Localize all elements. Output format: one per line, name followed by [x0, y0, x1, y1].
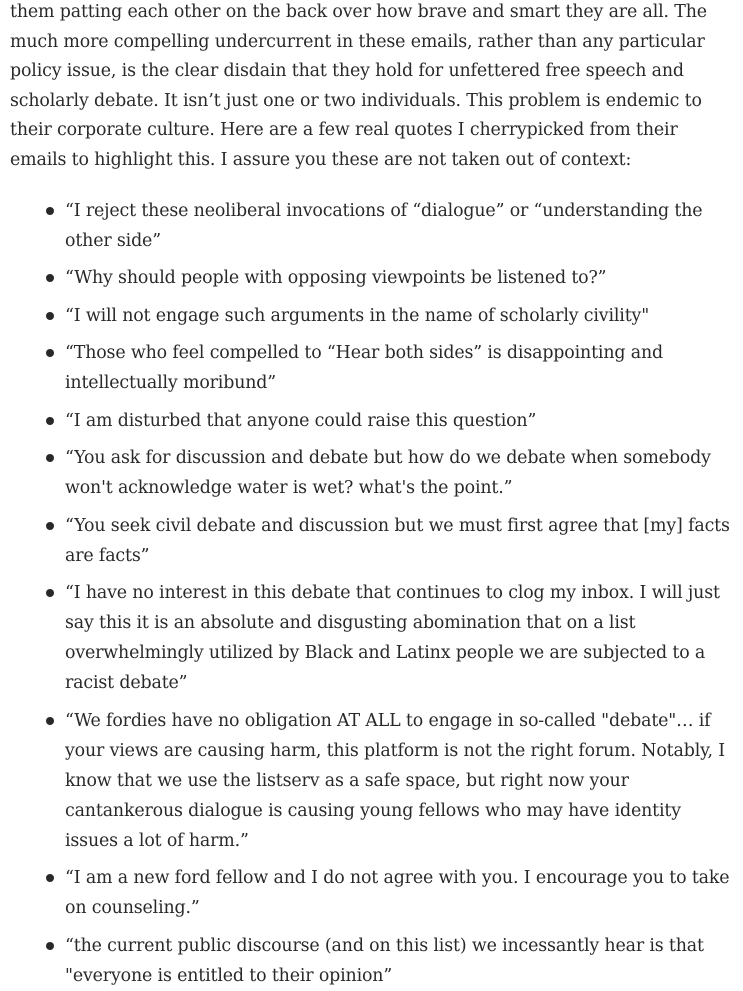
quote-text: “I am a new ford fellow and I do not agree with you. I encourage you to take on counseling.”	[65, 868, 730, 919]
list-item	[10, 511, 743, 571]
quote-text: “the current public discourse (and on this list) we incessantly hear is that "everyone is entitled to their opinion”	[65, 935, 704, 986]
bullet-icon	[46, 417, 54, 425]
bullet-icon	[46, 942, 54, 950]
list-item	[10, 578, 743, 698]
quote-text: “Why should people with opposing viewpoints be listened to?”	[65, 268, 607, 289]
quote-text: “Those who feel compelled to “Hear both sides” is disappointing and intellectually moribund”	[65, 343, 663, 394]
quote-text: “I will not engage such arguments in the name of scholarly civility"	[65, 305, 650, 326]
quote-text: “You seek civil debate and discussion but we must first agree that [my] facts are facts”	[65, 515, 730, 566]
list-item	[10, 443, 743, 503]
bullet-icon	[46, 874, 54, 882]
quote-text: “I have no interest in this debate that continues to clog my inbox. I will just say this it is an absolute and disgusting abomination that on a list overwhelmingly utilized by Black and Latinx people we are subjected to a racist debate”	[65, 583, 720, 694]
bullet-icon	[46, 589, 54, 597]
bullet-icon	[46, 717, 54, 725]
list-item	[10, 863, 743, 923]
bullet-icon	[46, 454, 54, 462]
quote-list	[10, 196, 743, 991]
bullet-icon	[46, 207, 54, 215]
quote-text: “I reject these neoliberal invocations of “dialogue” or “understanding the other side”	[65, 200, 703, 251]
quote-text: “You ask for discussion and debate but how do we debate when somebody won't acknowledge water is wet? what's the point.”	[65, 448, 711, 499]
list-item	[10, 263, 743, 293]
bullet-icon	[46, 349, 54, 357]
bullet-icon	[46, 522, 54, 530]
quote-text: “We fordies have no obligation AT ALL to engage in so-called "debate"… if your views are causing harm, this platform is not the right forum. Notably, I know that we use the listserv as a safe space, but right now your cantankerous dialogue is causing young fellows who may have identity issues a lot of harm.”	[65, 710, 725, 851]
bullet-icon	[46, 312, 54, 320]
list-item	[10, 406, 743, 436]
list-item	[10, 338, 743, 398]
quote-text: “I am disturbed that anyone could raise this question”	[65, 410, 537, 431]
bullet-icon	[46, 274, 54, 282]
list-item	[10, 196, 743, 256]
intro-paragraph: them patting each other on the back over how brave and smart they are all. The much more compelling undercurrent in these emails, rather than any particular policy issue, is the clear disdain that they hold for unfettered free speech and scholarly debate. It isn’t just one or two individuals. This problem is endemic to their corporate culture. Here are a few real quotes I cherrypicked from their emails to highlight this. I assure you these are not taken out of context:	[10, 2, 707, 170]
list-item	[10, 301, 743, 331]
list-item	[10, 706, 743, 856]
list-item	[10, 931, 743, 991]
